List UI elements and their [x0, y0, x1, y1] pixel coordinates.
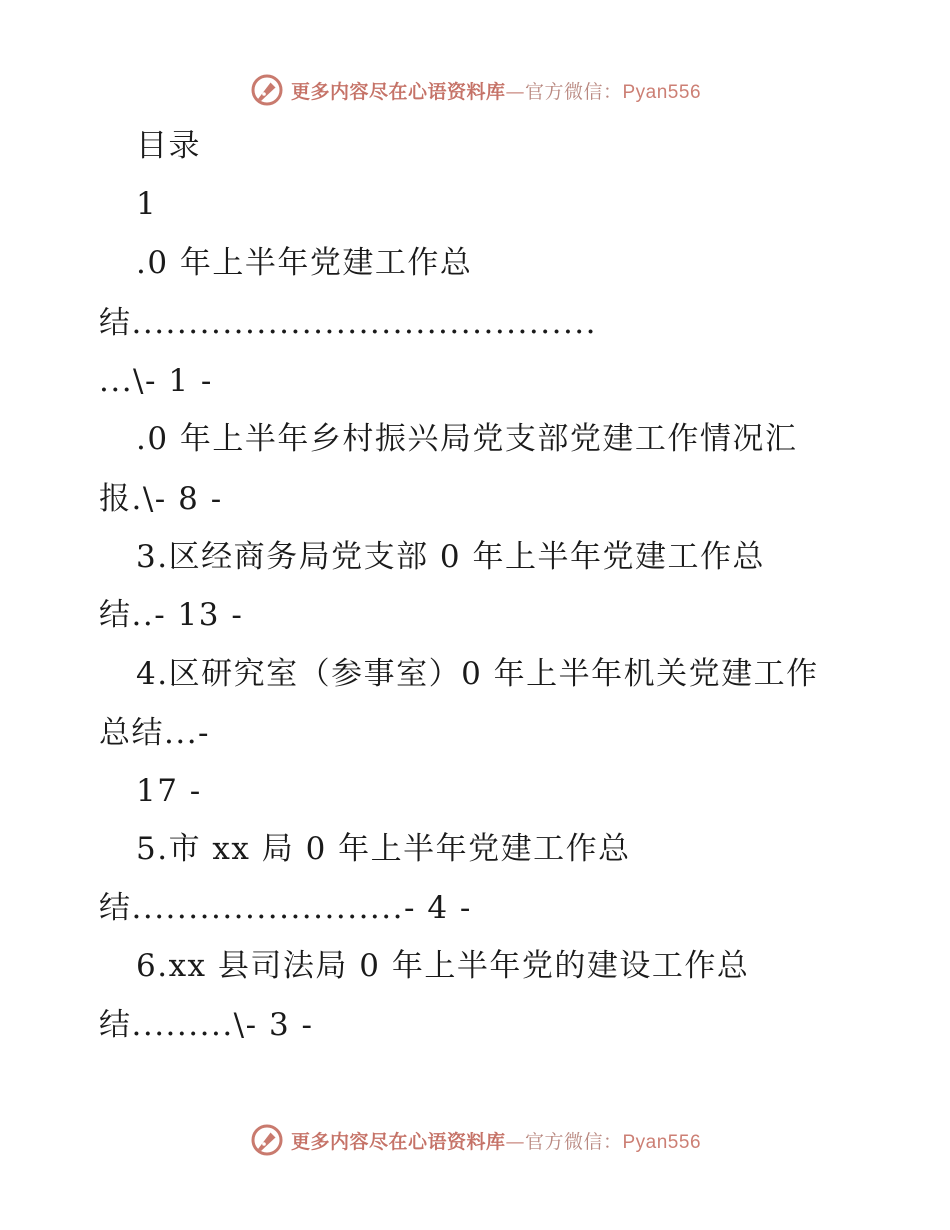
watermark-separator: —	[505, 80, 525, 103]
toc-line: 5.市 xx 局 0 年上半年党建工作总	[136, 831, 631, 867]
pen-nib-logo-icon	[249, 72, 285, 108]
toc-line: 1	[136, 186, 158, 222]
toc-line: ...\- 1 -	[99, 363, 213, 399]
toc-line: 结..- 13 -	[99, 597, 244, 633]
toc-line: .0 年上半年党建工作总	[136, 245, 473, 281]
footer-watermark-banner	[0, 1118, 950, 1162]
toc-line: 总结...-	[99, 715, 211, 751]
toc-line: 报.\- 8 -	[99, 481, 223, 517]
toc-heading: 目录	[136, 128, 201, 164]
toc-line: 6.xx 县司法局 0 年上半年党的建设工作总	[136, 948, 750, 984]
watermark-brand: 更多内容尽在心语资料库	[290, 1130, 506, 1153]
toc-line: 17 -	[136, 773, 202, 809]
watermark-wechat-id: Pyan556	[622, 1131, 702, 1153]
watermark-text	[291, 1127, 701, 1154]
toc-line: .0 年上半年乡村振兴局党支部党建工作情况汇	[136, 421, 798, 457]
toc-line: 结.........\- 3 -	[99, 1007, 314, 1043]
watermark-text	[291, 77, 701, 104]
watermark-separator: —	[505, 1130, 525, 1153]
header-watermark-banner	[0, 68, 950, 112]
toc-line: 结.........................................	[99, 305, 598, 341]
pen-nib-logo-icon	[249, 1122, 285, 1158]
watermark-wechat-label: 官方微信：	[524, 80, 623, 103]
watermark-brand: 更多内容尽在心语资料库	[290, 80, 506, 103]
watermark-wechat-id: Pyan556	[622, 81, 702, 103]
toc-line: 3.区经商务局党支部 0 年上半年党建工作总	[136, 539, 766, 575]
watermark-wechat-label: 官方微信：	[524, 1130, 623, 1153]
toc-line: 结........................- 4 -	[99, 890, 472, 926]
toc-line: 4.区研究室（参事室）0 年上半年机关党建工作	[136, 656, 819, 692]
